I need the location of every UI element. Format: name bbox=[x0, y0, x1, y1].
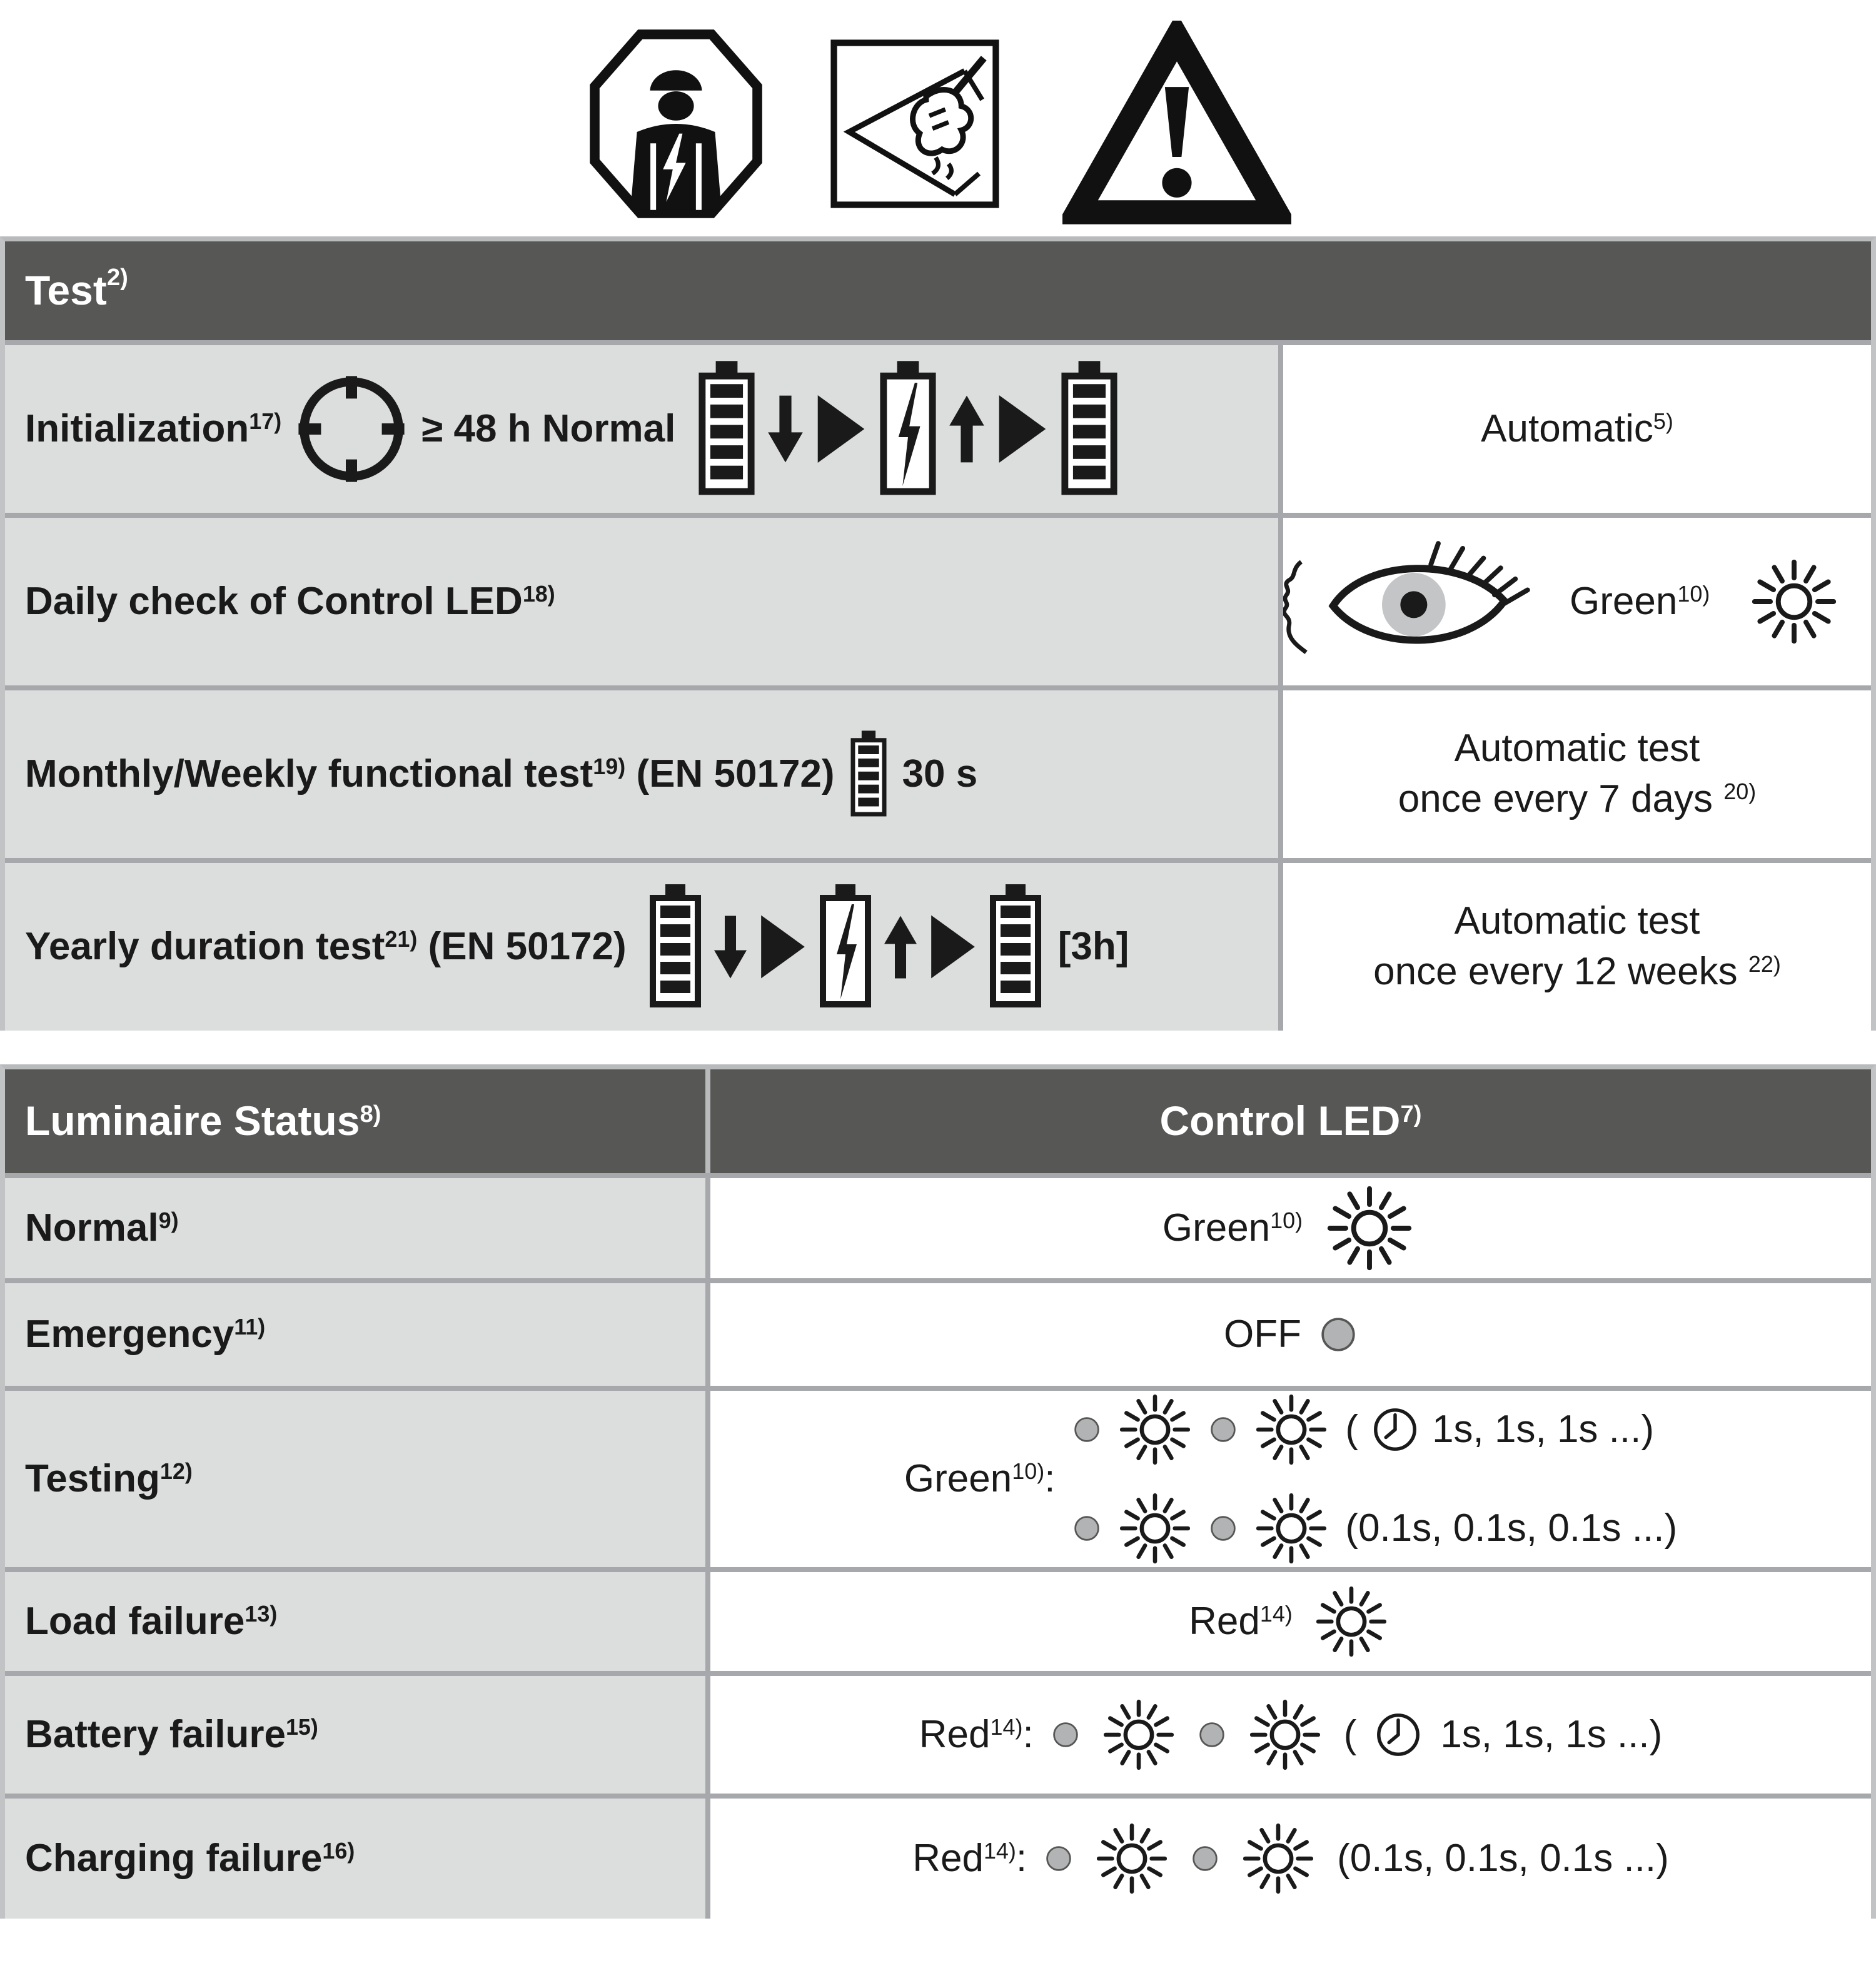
led-color-text: Green$^{10)}$ bbox=[1162, 1206, 1303, 1249]
led-dim-dot-icon bbox=[1191, 1844, 1219, 1873]
timer-clock-icon bbox=[1374, 1710, 1423, 1759]
initialization-condition: ≥ 48 h Normal bbox=[421, 406, 676, 450]
duration-test-result-cell bbox=[1278, 863, 1871, 1031]
status-load-failure-led-cell bbox=[705, 1572, 1871, 1671]
test-table-title-footnote: 2) bbox=[106, 264, 128, 291]
led-color-text: Red$^{14)}$ bbox=[1189, 1599, 1293, 1643]
led-dim-dot-icon bbox=[1072, 1514, 1101, 1543]
charge-arrow-up-icon bbox=[882, 883, 919, 1011]
test-table-header bbox=[5, 241, 1871, 340]
discharge-arrow-down-icon bbox=[712, 883, 749, 1011]
battery-cycle-sequence bbox=[647, 875, 1044, 1019]
row-daily-check bbox=[5, 513, 1871, 685]
led-shining-icon bbox=[1250, 1388, 1333, 1471]
blink-timing-slow: 1s, 1s, 1s ...) bbox=[1440, 1712, 1663, 1756]
functional-test-result-cell bbox=[1278, 690, 1871, 858]
initialization-result: Automatic$^{5)}$ bbox=[1481, 406, 1673, 450]
led-color-text: Red$^{14)}$: bbox=[912, 1836, 1027, 1880]
daily-check-cell bbox=[5, 518, 1278, 685]
led-color-text: Green$^{10)}$: bbox=[904, 1456, 1056, 1500]
duration-test-label: Yearly duration test$^{21)}$ (EN 50172) bbox=[25, 924, 627, 968]
status-column-header: Luminaire Status$^{8)}$ bbox=[5, 1069, 705, 1173]
battery-charging-icon bbox=[877, 351, 939, 507]
row-status-testing bbox=[5, 1386, 1871, 1567]
status-testing-label: Testing$^{12)}$ bbox=[5, 1391, 705, 1567]
row-status-load-failure bbox=[5, 1567, 1871, 1671]
status-battery-failure-led-cell: Red$^{14)}$: ( 1s, 1s, 1s ...) bbox=[705, 1676, 1871, 1794]
battery-full-icon bbox=[695, 351, 758, 507]
then-arrow-icon bbox=[757, 898, 809, 996]
led-shining-icon bbox=[1114, 1487, 1196, 1570]
row-duration-test bbox=[5, 858, 1871, 1031]
duration-test-result: Automatic test once every 12 weeks $^{22)}$ bbox=[1373, 899, 1781, 993]
eye-check-icon bbox=[1278, 525, 1551, 679]
timer-clock-icon bbox=[1371, 1405, 1420, 1454]
test-table bbox=[0, 236, 1876, 1031]
led-dim-dot-icon bbox=[1051, 1720, 1080, 1749]
battery-full-icon bbox=[987, 875, 1044, 1019]
led-shining-icon bbox=[1745, 552, 1843, 651]
row-status-normal bbox=[5, 1173, 1871, 1278]
luminaire-status-table bbox=[0, 1064, 1876, 1919]
functional-test-label: Monthly/Weekly functional test$^{19)}$ (EN 50172) bbox=[25, 752, 835, 795]
safety-symbols-row bbox=[0, 0, 1876, 236]
warning-triangle-icon bbox=[1062, 21, 1291, 227]
battery-full-icon bbox=[647, 875, 704, 1019]
daily-check-result-cell bbox=[1278, 518, 1871, 685]
led-dim-dot-icon bbox=[1209, 1514, 1238, 1543]
status-table-header bbox=[5, 1069, 1871, 1173]
initialization-result-cell bbox=[1278, 345, 1871, 513]
daily-check-label: Daily check of Control LED$^{18)}$ bbox=[25, 579, 555, 623]
row-functional-test bbox=[5, 685, 1871, 858]
battery-full-icon bbox=[1058, 351, 1121, 507]
discharge-arrow-down-icon bbox=[765, 360, 805, 498]
led-shining-icon bbox=[1091, 1817, 1173, 1900]
status-normal-label: Normal$^{9)}$ bbox=[5, 1178, 705, 1278]
then-arrow-icon bbox=[813, 376, 869, 482]
led-shining-icon bbox=[1310, 1580, 1393, 1663]
led-color-text: Red$^{14)}$: bbox=[919, 1712, 1034, 1756]
led-off-text: OFF bbox=[1224, 1312, 1301, 1356]
blink-pattern-fast bbox=[1072, 1487, 1677, 1570]
row-status-charging-failure bbox=[5, 1794, 1871, 1919]
led-shining-icon bbox=[1320, 1179, 1419, 1278]
row-status-emergency bbox=[5, 1278, 1871, 1386]
charge-arrow-up-icon bbox=[947, 360, 987, 498]
status-battery-failure-label: Battery failure$^{15)}$ bbox=[5, 1676, 705, 1794]
led-shining-icon bbox=[1097, 1693, 1180, 1776]
status-charging-failure-label: Charging failure$^{16)}$ bbox=[5, 1799, 705, 1919]
control-led-column-header: Control LED$^{7)}$ bbox=[705, 1069, 1871, 1173]
blink-pattern-slow: ( 1s, 1s, 1s ...) bbox=[1072, 1388, 1677, 1471]
initialization-cell bbox=[5, 345, 1278, 513]
battery-cycle-sequence bbox=[695, 351, 1121, 507]
row-initialization bbox=[5, 340, 1871, 513]
initialization-label: Initialization$^{17)}$ bbox=[25, 406, 282, 450]
functional-test-result: Automatic test once every 7 days $^{20)}$ bbox=[1398, 727, 1757, 820]
daily-check-led-color: Green$^{10)}$ bbox=[1570, 579, 1710, 623]
then-arrow-icon bbox=[994, 376, 1051, 482]
duration-test-cell bbox=[5, 863, 1278, 1031]
countdown-clock-icon bbox=[295, 373, 408, 485]
led-dim-dot-icon bbox=[1198, 1720, 1226, 1749]
qualified-electrician-icon bbox=[585, 26, 767, 221]
led-shining-icon bbox=[1237, 1817, 1319, 1900]
led-shining-icon bbox=[1114, 1388, 1196, 1471]
status-charging-failure-led-cell bbox=[705, 1799, 1871, 1919]
blink-timing-fast: (0.1s, 0.1s, 0.1s ...) bbox=[1337, 1836, 1669, 1880]
led-dim-dot-icon bbox=[1072, 1415, 1101, 1444]
functional-test-duration: 30 s bbox=[902, 752, 978, 795]
blink-timing-slow: 1s, 1s, 1s ...) bbox=[1432, 1407, 1654, 1451]
led-shining-icon bbox=[1244, 1693, 1326, 1776]
functional-test-cell bbox=[5, 690, 1278, 858]
led-dim-dot-icon bbox=[1209, 1415, 1238, 1444]
led-dim-dot-icon bbox=[1044, 1844, 1073, 1873]
led-shining-icon bbox=[1250, 1487, 1333, 1570]
then-arrow-icon bbox=[927, 898, 979, 996]
status-testing-led-cell bbox=[705, 1391, 1871, 1567]
blink-timing-fast: (0.1s, 0.1s, 0.1s ...) bbox=[1345, 1506, 1678, 1550]
duration-test-duration: [3h] bbox=[1057, 924, 1129, 968]
observe-instructions-icon bbox=[827, 36, 1003, 212]
row-status-battery-failure bbox=[5, 1671, 1871, 1794]
status-emergency-led-cell bbox=[705, 1283, 1871, 1386]
led-off-icon bbox=[1319, 1315, 1358, 1354]
status-emergency-label: Emergency$^{11)}$ bbox=[5, 1283, 705, 1386]
battery-small-icon bbox=[849, 724, 889, 825]
status-normal-led-cell bbox=[705, 1178, 1871, 1278]
test-table-title: Test bbox=[25, 267, 107, 314]
status-load-failure-label: Load failure$^{13)}$ bbox=[5, 1572, 705, 1671]
battery-charging-icon bbox=[817, 875, 874, 1019]
